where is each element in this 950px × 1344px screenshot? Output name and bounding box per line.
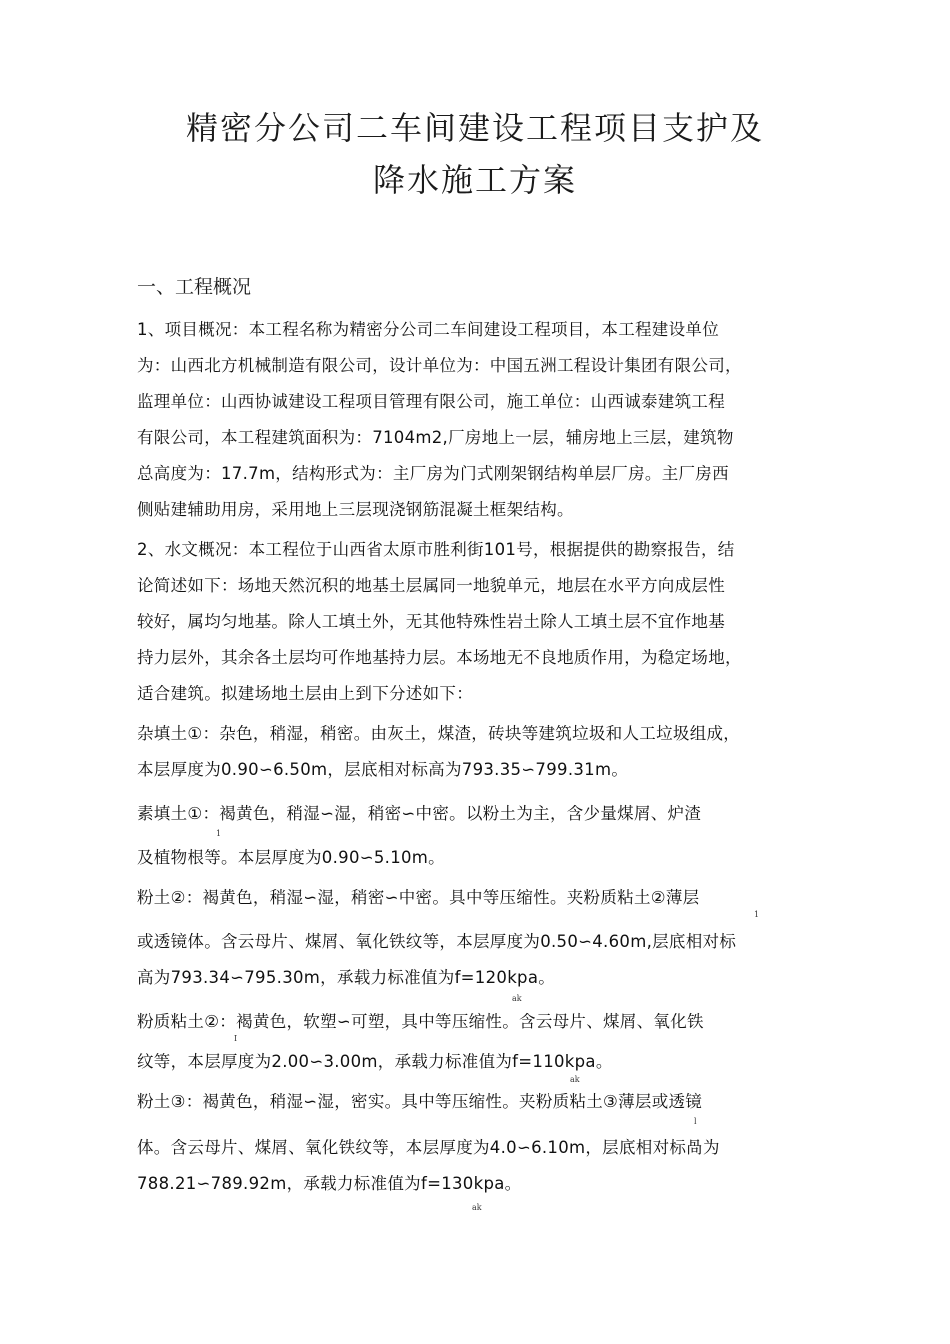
document-title-line-1: 精密分公司二车间建设工程项目支护及 <box>185 109 764 147</box>
body-line: 有限公司，本工程建筑面积为：7104m2,厂房地上一层，辅房地上三层，建筑物 <box>137 428 734 447</box>
body-line: 体。含云母片、煤屑、氧化铁纹等，本层厚度为4.0∽6.10m，层底相对标咼为 <box>137 1138 720 1157</box>
subscript-mark: ak <box>512 994 522 1003</box>
body-line: 监理单位：山西协诚建设工程项目管理有限公司，施工单位：山西诚泰建筑工程 <box>137 392 725 411</box>
body-line: 粉土③：褐黄色，稍湿∽湿，密实。具中等压缩性。夹粉质粘土③薄层或透镜 <box>137 1092 703 1111</box>
body-line: 及植物根等。本层厚度为0.90∽5.10m。 <box>137 848 445 867</box>
body-line: 侧贴建辅助用房，采用地上三层现浇钢筋混凝土框架结构。 <box>137 500 574 519</box>
body-line: 2、水文概况：本工程位于山西省太原市胜利街101号，根据提供的勘察报告，结 <box>137 540 735 559</box>
section-heading: 一、工程概况 <box>137 276 252 298</box>
subscript-mark: ak <box>570 1075 580 1084</box>
body-line: 适合建筑。拟建场地土层由上到下分述如下： <box>137 684 473 703</box>
body-line: 为：山西北方机械制造有限公司，设计单位为：中国五洲工程设计集团有限公司， <box>137 356 742 375</box>
body-line: 粉土②：褐黄色，稍湿∽湿，稍密∽中密。具中等压缩性。夹粉质粘土②薄层 <box>137 888 700 907</box>
document-title-line-2: 降水施工方案 <box>372 161 577 199</box>
subscript-mark: 1 <box>216 829 222 838</box>
body-line: 1、项目概况：本工程名称为精密分公司二车间建设工程项目，本工程建设单位 <box>137 320 719 339</box>
subscript-mark: I <box>234 1034 238 1043</box>
body-line: 论简述如下：场地天然沉积的地基土层属同一地貌单元，地层在水平方向成层性 <box>137 576 725 595</box>
body-line: 788.21∽789.92m，承载力标准值为f=130kpa。 <box>137 1174 522 1193</box>
body-line: 较好，属均匀地基。除人工填土外，无其他特殊性岩土除人工填土层不宜作地基 <box>137 612 725 631</box>
subscript-mark: ak <box>472 1203 482 1212</box>
body-line: 本层厚度为0.90∽6.50m，层底相对标高为793.35∽799.31m。 <box>137 760 629 779</box>
body-line: 或透镜体。含云母片、煤屑、氧化铁纹等，本层厚度为0.50∽4.60m,层底相对标 <box>137 932 737 951</box>
body-line: 纹等，本层厚度为2.00∽3.00m，承载力标准值为f=110kpa。 <box>137 1052 613 1071</box>
body-line: 粉质粘土②：褐黄色，软塑∽可塑，具中等压缩性。含云母片、煤屑、氧化铁 <box>137 1012 704 1031</box>
body-line: 高为793.34∽795.30m，承载力标准值为f=120kpa。 <box>137 968 556 987</box>
body-line: 杂填土①：杂色，稍湿，稍密。由灰土，煤渣，砖块等建筑垃圾和人工垃圾组成， <box>137 724 741 743</box>
body-line: 总高度为：17.7m，结构形式为：主厂房为门式刚架钢结构单层厂房。主厂房西 <box>137 464 729 483</box>
subscript-mark: l <box>694 1117 697 1126</box>
body-line: 持力层外，其余各土层均可作地基持力层。本场地无不良地质作用，为稳定场地， <box>137 648 742 667</box>
body-line: 素填土①：褐黄色，稍湿∽湿，稍密∽中密。以粉土为主，含少量煤屑、炉渣 <box>137 804 702 823</box>
subscript-mark: 1 <box>754 910 760 919</box>
